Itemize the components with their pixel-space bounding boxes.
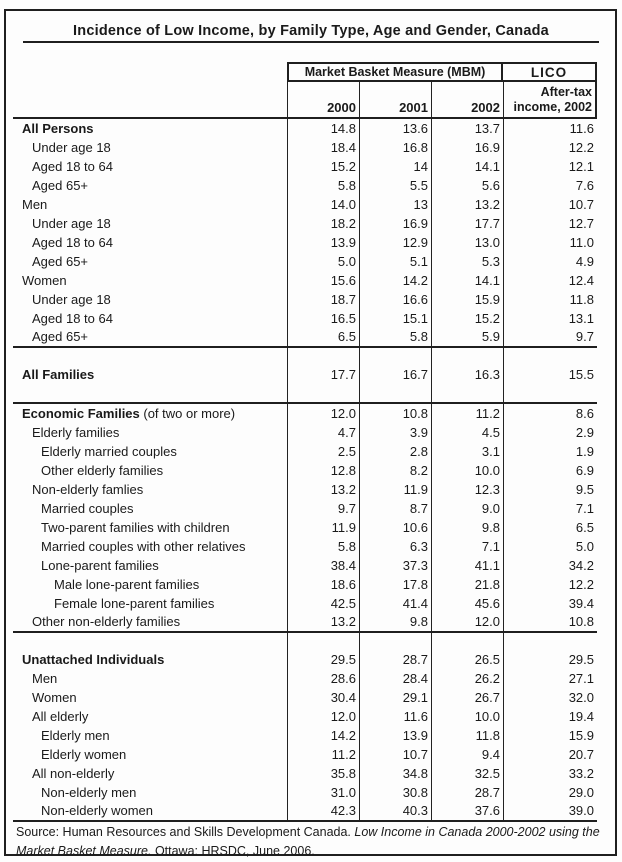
row-label: Men xyxy=(32,671,58,686)
value-cell: 37.3 xyxy=(359,556,431,575)
table-row xyxy=(13,138,597,157)
value-cell: 32.0 xyxy=(503,688,597,707)
value-cell: 9.4 xyxy=(431,745,503,764)
row-label: Aged 18 to 64 xyxy=(32,235,113,250)
value-cell: 5.3 xyxy=(431,252,503,271)
table-row xyxy=(13,575,597,594)
table-row xyxy=(13,802,597,822)
table-row xyxy=(13,650,597,669)
value-cell: 13.1 xyxy=(503,309,597,328)
row-label: Non-elderly women xyxy=(41,803,153,818)
value-cell: 16.7 xyxy=(359,365,431,384)
value-cell: 10.7 xyxy=(359,745,431,764)
value-cell xyxy=(503,633,597,650)
value-cell: 26.5 xyxy=(431,650,503,669)
value-cell: 16.3 xyxy=(431,365,503,384)
table-row xyxy=(13,404,597,423)
value-cell: 9.0 xyxy=(431,499,503,518)
value-cell: 15.9 xyxy=(503,726,597,745)
row-label: Economic Families (of two or more) xyxy=(22,406,236,421)
value-cell: 15.2 xyxy=(431,309,503,328)
value-cell: 13.2 xyxy=(287,613,359,631)
value-cell: 17.7 xyxy=(287,365,359,384)
column-header-row xyxy=(13,82,597,119)
value-cell: 31.0 xyxy=(287,783,359,802)
table-row xyxy=(13,119,597,138)
row-label: Elderly men xyxy=(41,728,110,743)
source-note xyxy=(16,823,608,860)
value-cell: 9.7 xyxy=(287,499,359,518)
title-underline xyxy=(23,41,599,43)
value-cell: 14.2 xyxy=(359,271,431,290)
value-cell: 33.2 xyxy=(503,764,597,783)
value-cell: 12.1 xyxy=(503,157,597,176)
table-row xyxy=(13,613,597,633)
row-label: Aged 65+ xyxy=(32,254,89,269)
row-label xyxy=(13,633,287,650)
value-cell: 30.4 xyxy=(287,688,359,707)
table-row xyxy=(13,328,597,348)
value-cell: 42.3 xyxy=(287,802,359,820)
table-row xyxy=(13,594,597,613)
value-cell: 10.8 xyxy=(359,404,431,423)
value-cell xyxy=(359,384,431,402)
column-header-2002: 2002 xyxy=(431,82,503,117)
value-cell: 11.9 xyxy=(287,518,359,537)
value-cell: 34.2 xyxy=(503,556,597,575)
row-label: Married couples xyxy=(41,501,134,516)
value-cell: 9.8 xyxy=(431,518,503,537)
value-cell: 13.7 xyxy=(431,119,503,138)
value-cell: 10.0 xyxy=(431,707,503,726)
value-cell: 18.4 xyxy=(287,138,359,157)
value-cell: 15.2 xyxy=(287,157,359,176)
value-cell: 10.7 xyxy=(503,195,597,214)
value-cell: 14.1 xyxy=(431,157,503,176)
source-suffix: Ottawa: HRSDC, June 2006. xyxy=(151,843,315,858)
table-row xyxy=(13,461,597,480)
value-cell: 13.9 xyxy=(359,726,431,745)
row-label: Under age 18 xyxy=(32,292,111,307)
row-label: All Families xyxy=(22,367,95,382)
value-cell: 5.6 xyxy=(431,176,503,195)
value-cell: 12.0 xyxy=(287,707,359,726)
row-label: Non-elderly famlies xyxy=(32,482,144,497)
value-cell: 28.7 xyxy=(359,650,431,669)
row-label: Other elderly families xyxy=(41,463,164,478)
column-header-2000: 2000 xyxy=(287,82,359,117)
value-cell: 32.5 xyxy=(431,764,503,783)
value-cell: 27.1 xyxy=(503,669,597,688)
row-label: Female lone-parent families xyxy=(54,596,215,611)
value-cell: 5.8 xyxy=(287,176,359,195)
value-cell: 3.9 xyxy=(359,423,431,442)
value-cell: 29.1 xyxy=(359,688,431,707)
value-cell: 21.8 xyxy=(431,575,503,594)
row-label: All Persons xyxy=(22,121,94,136)
table-row xyxy=(13,195,597,214)
table-row xyxy=(13,518,597,537)
value-cell: 38.4 xyxy=(287,556,359,575)
row-label: Aged 18 to 64 xyxy=(32,159,113,174)
value-cell: 5.9 xyxy=(431,328,503,346)
table-row xyxy=(13,537,597,556)
value-cell: 12.8 xyxy=(287,461,359,480)
value-cell: 6.3 xyxy=(359,537,431,556)
table-rows xyxy=(13,119,597,822)
row-label: Lone-parent families xyxy=(41,558,159,573)
value-cell: 1.9 xyxy=(503,442,597,461)
table-row xyxy=(13,556,597,575)
table-row xyxy=(13,499,597,518)
row-label: Elderly married couples xyxy=(41,444,177,459)
value-cell: 16.5 xyxy=(287,309,359,328)
mbm-group-header: Market Basket Measure (MBM) xyxy=(287,62,503,82)
table-row xyxy=(13,480,597,499)
value-cell: 11.2 xyxy=(287,745,359,764)
value-cell: 45.6 xyxy=(431,594,503,613)
value-cell: 20.7 xyxy=(503,745,597,764)
row-label: All non-elderly xyxy=(32,766,115,781)
value-cell: 6.5 xyxy=(503,518,597,537)
row-label: Two-parent families with children xyxy=(41,520,230,535)
value-cell: 17.7 xyxy=(431,214,503,233)
table-title: Incidence of Low Income, by Family Type, Age and Gender, Canada xyxy=(73,23,549,39)
row-label: Elderly women xyxy=(41,747,127,762)
value-cell xyxy=(287,633,359,650)
value-cell: 9.7 xyxy=(503,328,597,346)
table-row xyxy=(13,764,597,783)
value-cell: 7.1 xyxy=(503,499,597,518)
value-cell: 11.6 xyxy=(503,119,597,138)
value-cell: 6.5 xyxy=(287,328,359,346)
row-label: Other non-elderly families xyxy=(32,614,181,629)
column-header-lico-aftertax xyxy=(503,82,597,117)
value-cell xyxy=(503,384,597,402)
value-cell: 12.2 xyxy=(503,575,597,594)
table-row xyxy=(13,745,597,764)
value-cell: 4.5 xyxy=(431,423,503,442)
value-cell: 12.0 xyxy=(431,613,503,631)
row-label-suffix: (of two or more) xyxy=(139,406,236,421)
source-prefix: Source: Human Resources and Skills Development Canada. xyxy=(16,825,355,839)
lico-sub-line2: income, 2002 xyxy=(513,100,592,114)
value-cell: 4.9 xyxy=(503,252,597,271)
row-label: Married couples with other relatives xyxy=(41,539,246,554)
value-cell: 40.3 xyxy=(359,802,431,820)
value-cell: 28.4 xyxy=(359,669,431,688)
value-cell: 17.8 xyxy=(359,575,431,594)
column-group-header-row xyxy=(13,62,597,82)
value-cell: 12.4 xyxy=(503,271,597,290)
column-header-2001: 2001 xyxy=(359,82,431,117)
value-cell: 7.6 xyxy=(503,176,597,195)
value-cell: 11.8 xyxy=(431,726,503,745)
value-cell: 5.0 xyxy=(503,537,597,556)
value-cell: 16.8 xyxy=(359,138,431,157)
row-label: Aged 65+ xyxy=(32,329,89,344)
value-cell: 11.9 xyxy=(359,480,431,499)
row-label: Elderly families xyxy=(32,425,120,440)
value-cell: 13 xyxy=(359,195,431,214)
value-cell: 16.9 xyxy=(359,214,431,233)
value-cell xyxy=(359,348,431,365)
value-cell: 8.7 xyxy=(359,499,431,518)
row-label: Under age 18 xyxy=(32,140,111,155)
value-cell: 11.8 xyxy=(503,290,597,309)
value-cell: 29.5 xyxy=(503,650,597,669)
value-cell: 10.0 xyxy=(431,461,503,480)
lico-sub-line1: After-tax xyxy=(540,85,592,99)
value-cell: 8.2 xyxy=(359,461,431,480)
row-label xyxy=(13,348,287,365)
value-cell: 7.1 xyxy=(431,537,503,556)
value-cell: 15.6 xyxy=(287,271,359,290)
value-cell: 15.5 xyxy=(503,365,597,384)
value-cell: 37.6 xyxy=(431,802,503,820)
table-row xyxy=(13,688,597,707)
value-cell: 18.7 xyxy=(287,290,359,309)
header-spacer xyxy=(13,82,287,117)
value-cell: 9.5 xyxy=(503,480,597,499)
low-income-table xyxy=(13,62,597,822)
value-cell: 13.0 xyxy=(431,233,503,252)
spacer-row xyxy=(13,633,597,650)
value-cell: 29.5 xyxy=(287,650,359,669)
value-cell: 12.3 xyxy=(431,480,503,499)
value-cell: 19.4 xyxy=(503,707,597,726)
value-cell: 12.7 xyxy=(503,214,597,233)
value-cell xyxy=(431,348,503,365)
value-cell: 41.1 xyxy=(431,556,503,575)
value-cell: 13.9 xyxy=(287,233,359,252)
value-cell: 14.8 xyxy=(287,119,359,138)
value-cell: 10.6 xyxy=(359,518,431,537)
value-cell: 4.7 xyxy=(287,423,359,442)
value-cell: 3.1 xyxy=(431,442,503,461)
value-cell: 14.0 xyxy=(287,195,359,214)
value-cell: 13.6 xyxy=(359,119,431,138)
row-label: Under age 18 xyxy=(32,216,111,231)
value-cell: 11.6 xyxy=(359,707,431,726)
table-row xyxy=(13,669,597,688)
value-cell: 15.9 xyxy=(431,290,503,309)
spacer-row xyxy=(13,348,597,365)
table-row xyxy=(13,157,597,176)
value-cell xyxy=(287,348,359,365)
value-cell: 5.8 xyxy=(287,537,359,556)
value-cell: 9.8 xyxy=(359,613,431,631)
row-label: Women xyxy=(32,690,77,705)
value-cell: 5.1 xyxy=(359,252,431,271)
value-cell xyxy=(359,633,431,650)
table-row xyxy=(13,233,597,252)
row-label: Unattached Individuals xyxy=(22,652,165,667)
row-label: Non-elderly men xyxy=(41,785,137,800)
value-cell: 18.6 xyxy=(287,575,359,594)
value-cell: 12.0 xyxy=(287,404,359,423)
table-row xyxy=(13,252,597,271)
value-cell: 14.2 xyxy=(287,726,359,745)
table-row xyxy=(13,214,597,233)
value-cell: 6.9 xyxy=(503,461,597,480)
value-cell: 15.1 xyxy=(359,309,431,328)
table-row xyxy=(13,783,597,802)
value-cell: 2.9 xyxy=(503,423,597,442)
row-label: All elderly xyxy=(32,709,89,724)
header-spacer xyxy=(13,62,287,82)
value-cell: 12.2 xyxy=(503,138,597,157)
table-row xyxy=(13,365,597,384)
table-row xyxy=(13,290,597,309)
value-cell: 39.0 xyxy=(503,802,597,820)
lico-group-header: LICO xyxy=(503,62,597,82)
value-cell: 26.7 xyxy=(431,688,503,707)
value-cell: 41.4 xyxy=(359,594,431,613)
value-cell xyxy=(287,384,359,402)
value-cell xyxy=(431,633,503,650)
row-label: Women xyxy=(22,273,67,288)
row-label: Male lone-parent families xyxy=(54,577,200,592)
value-cell: 28.7 xyxy=(431,783,503,802)
value-cell: 29.0 xyxy=(503,783,597,802)
value-cell: 14 xyxy=(359,157,431,176)
value-cell: 35.8 xyxy=(287,764,359,783)
value-cell: 18.2 xyxy=(287,214,359,233)
value-cell: 11.2 xyxy=(431,404,503,423)
value-cell: 2.8 xyxy=(359,442,431,461)
value-cell: 12.9 xyxy=(359,233,431,252)
value-cell: 16.6 xyxy=(359,290,431,309)
value-cell: 13.2 xyxy=(287,480,359,499)
table-row xyxy=(13,309,597,328)
value-cell: 5.0 xyxy=(287,252,359,271)
table-row xyxy=(13,423,597,442)
table-row xyxy=(13,271,597,290)
value-cell: 39.4 xyxy=(503,594,597,613)
value-cell: 14.1 xyxy=(431,271,503,290)
source-publication-title: Low Income in Canada 2000-2002 using the Market Basket Measure. xyxy=(16,825,600,858)
value-cell xyxy=(431,384,503,402)
value-cell: 2.5 xyxy=(287,442,359,461)
value-cell: 42.5 xyxy=(287,594,359,613)
value-cell: 28.6 xyxy=(287,669,359,688)
value-cell: 30.8 xyxy=(359,783,431,802)
row-label: Aged 18 to 64 xyxy=(32,311,113,326)
row-label xyxy=(13,384,287,402)
value-cell: 8.6 xyxy=(503,404,597,423)
value-cell: 26.2 xyxy=(431,669,503,688)
spacer-row xyxy=(13,384,597,404)
table-row xyxy=(13,707,597,726)
row-label: Aged 65+ xyxy=(32,178,89,193)
value-cell: 34.8 xyxy=(359,764,431,783)
value-cell xyxy=(503,348,597,365)
table-row xyxy=(13,176,597,195)
row-label: Men xyxy=(22,197,48,212)
table-row xyxy=(13,442,597,461)
value-cell: 13.2 xyxy=(431,195,503,214)
value-cell: 5.8 xyxy=(359,328,431,346)
value-cell: 11.0 xyxy=(503,233,597,252)
value-cell: 5.5 xyxy=(359,176,431,195)
table-row xyxy=(13,726,597,745)
value-cell: 10.8 xyxy=(503,613,597,631)
value-cell: 16.9 xyxy=(431,138,503,157)
